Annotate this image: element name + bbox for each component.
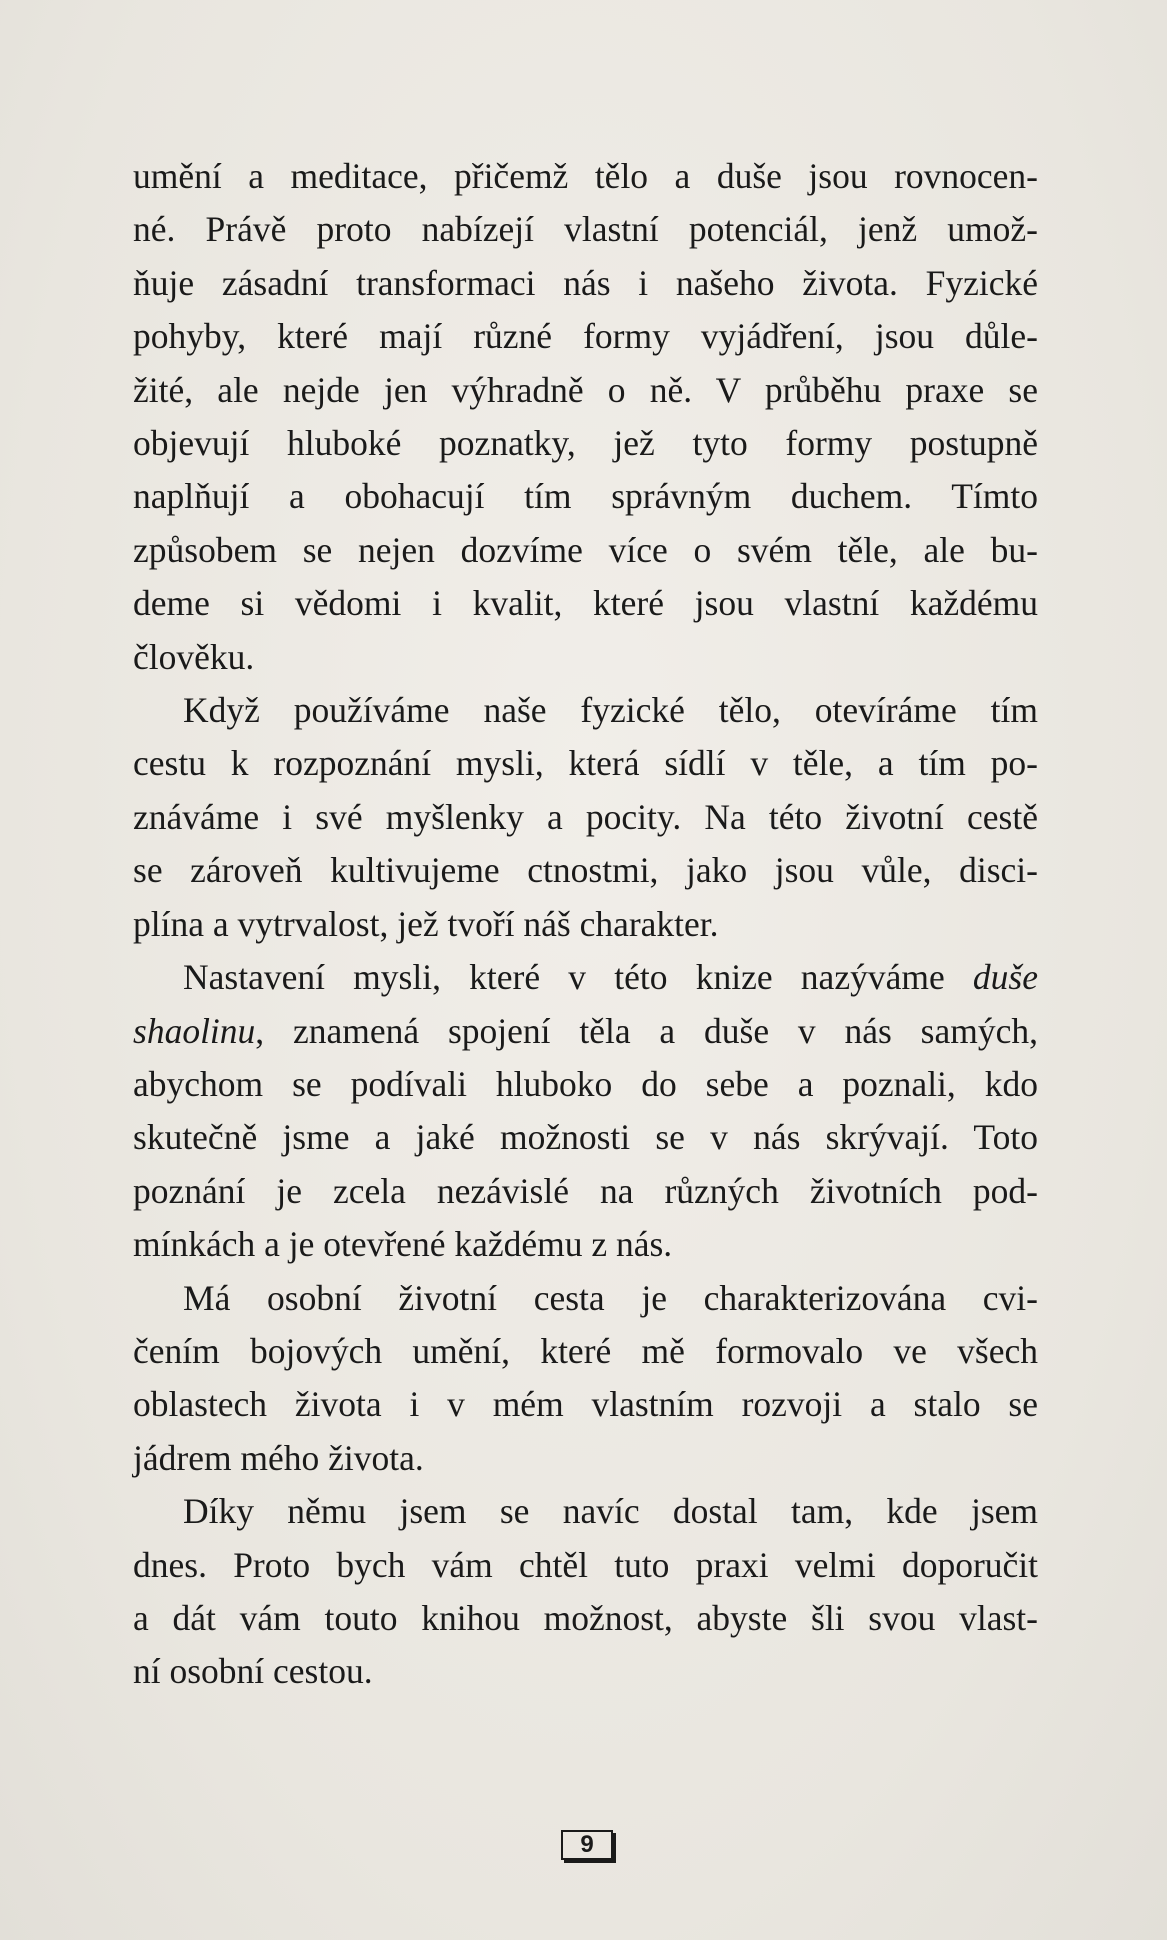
text-line: jádrem mého života. — [133, 1437, 424, 1478]
italic-term: shaolinu — [133, 1010, 256, 1051]
body-text — [133, 150, 1038, 1699]
text-line: způsobem se nejen dozvíme více o svém těle, ale bu- — [133, 529, 1038, 570]
italic-term: duše — [972, 957, 1038, 998]
text-run: Nastavení mysli, které v této knize nazýváme — [183, 957, 973, 998]
text-run: , znamená spojení těla a duše v nás samých, — [255, 1010, 1038, 1051]
text-line: né. Právě proto nabízejí vlastní potenciál, jenž umož- — [133, 209, 1038, 250]
text-line: cestu k rozpoznání mysli, která sídlí v těle, a tím po- — [133, 743, 1038, 784]
text-line: oblastech života i v mém vlastním rozvoji a stalo se — [133, 1384, 1038, 1425]
text-line: objevují hluboké poznatky, jež tyto formy postupně — [133, 423, 1038, 464]
text-line: umění a meditace, přičemž tělo a duše jsou rovnocen- — [133, 156, 1038, 196]
text-line: znáváme i své myšlenky a pocity. Na této životní cestě — [133, 796, 1038, 837]
text-line: Má osobní životní cesta je charakterizována cvi- — [183, 1277, 1038, 1318]
text-line: dnes. Proto bych vám chtěl tuto praxi velmi doporučit — [133, 1544, 1038, 1585]
text-line: pohyby, které mají různé formy vyjádření, jsou důle- — [133, 316, 1038, 357]
text-line: Když používáme naše fyzické tělo, otevíráme tím — [183, 690, 1038, 731]
text-line: deme si vědomi i kvalit, které jsou vlastní každému — [133, 583, 1038, 624]
text-line: žité, ale nejde jen výhradně o ně. V průběhu praxe se — [133, 369, 1038, 410]
text-line: abychom se podívali hluboko do sebe a poznali, kdo — [133, 1063, 1038, 1104]
page-number: 9 — [561, 1830, 613, 1860]
text-line — [133, 951, 1038, 1004]
paragraph-3 — [133, 951, 1038, 1271]
text-line: ňuje zásadní transformaci nás i našeho života. Fyzické — [133, 262, 1038, 303]
text-line: člověku. — [133, 636, 255, 677]
paragraph-5 — [133, 1485, 1038, 1699]
text-line: mínkách a je otevřené každému z nás. — [133, 1224, 673, 1265]
text-line: skutečně jsme a jaké možnosti se v nás skrývají. Toto — [133, 1117, 1038, 1158]
text-line: a dát vám touto knihou možnost, abyste šli svou vlast- — [133, 1597, 1038, 1638]
text-line: poznání je zcela nezávislé na různých životních pod- — [133, 1170, 1038, 1211]
text-line: čením bojových umění, které mě formovalo ve všech — [133, 1330, 1038, 1371]
text-line: naplňují a obohacují tím správným duchem. Tímto — [133, 476, 1038, 517]
text-line: ní osobní cestou. — [133, 1651, 373, 1692]
paragraph-2 — [133, 684, 1038, 951]
paragraph-4 — [133, 1272, 1038, 1486]
paragraph-1 — [133, 150, 1038, 684]
text-line: se zároveň kultivujeme ctnostmi, jako jsou vůle, disci- — [133, 850, 1038, 891]
text-line: plína a vytrvalost, jež tvoří náš charakter. — [133, 903, 719, 944]
text-line: Díky němu jsem se navíc dostal tam, kde jsem — [183, 1491, 1038, 1532]
text-line — [133, 1005, 1038, 1058]
